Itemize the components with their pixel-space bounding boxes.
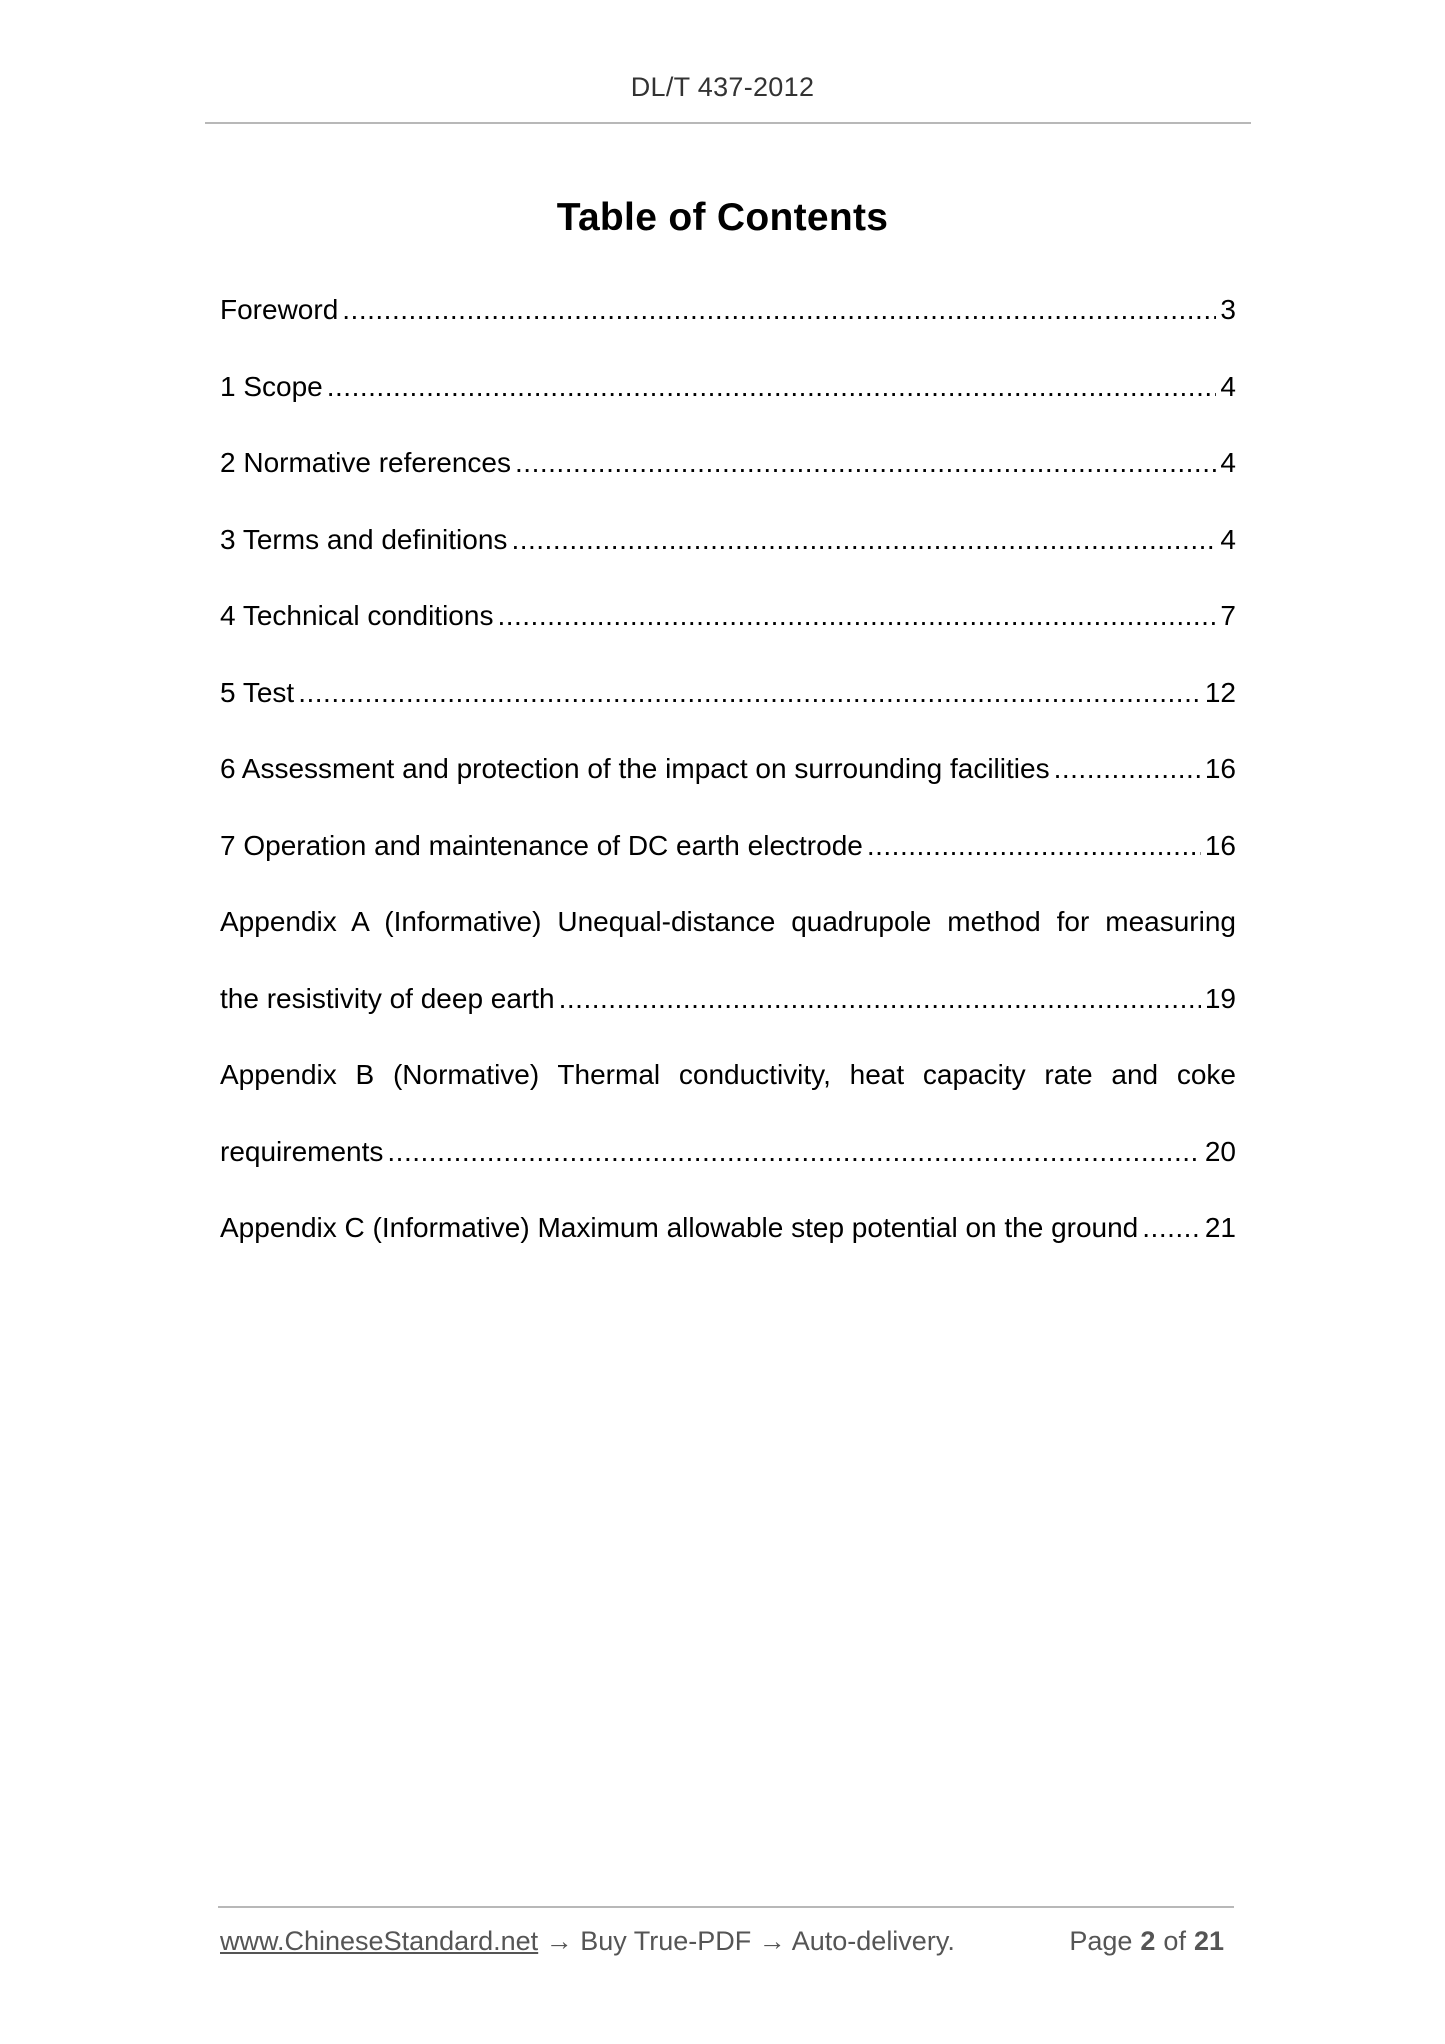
page-indicator xyxy=(1069,1926,1232,1957)
toc-entry-technical-conditions[interactable] xyxy=(220,594,1236,671)
dot-leader xyxy=(342,288,1216,332)
page-prefix: Page xyxy=(1069,1926,1133,1956)
toc-entry-page: 19 xyxy=(1204,982,1236,1014)
promo-text: → Buy True-PDF → Auto-delivery. xyxy=(538,1926,955,1956)
site-link[interactable]: www.ChineseStandard.net xyxy=(220,1926,539,1956)
toc-entry-label: 1 Scope xyxy=(220,370,323,402)
footer-promo xyxy=(220,1926,955,1957)
total-page-count: 21 xyxy=(1193,1926,1224,1956)
current-page-number: 2 xyxy=(1140,1926,1156,1956)
toc-entry-appendix-b-line1[interactable] xyxy=(220,1053,1236,1130)
toc-entry-scope[interactable] xyxy=(220,365,1236,442)
toc-entry-page: 4 xyxy=(1220,523,1236,555)
toc-entry-label: Appendix B (Normative) Thermal conductivity, heat capacity rate and coke xyxy=(220,1059,1236,1090)
toc-entry-appendix-c[interactable] xyxy=(220,1206,1236,1283)
toc-entry-page: 7 xyxy=(1220,600,1236,631)
toc-entry-foreword[interactable] xyxy=(220,288,1236,365)
dot-leader xyxy=(1142,1206,1201,1250)
dot-leader xyxy=(1054,747,1201,791)
running-header: DL/T 437-2012 xyxy=(630,72,815,102)
dot-leader xyxy=(497,594,1216,638)
toc-entry-test[interactable] xyxy=(220,671,1236,748)
toc-entry-label: 6 Assessment and protection of the impact on surrounding facilities xyxy=(220,753,1050,784)
toc-entry-label: Appendix A (Informative) Unequal-distance quadrupole method for measuring xyxy=(220,906,1236,937)
toc-entry-label: 2 Normative references xyxy=(220,447,512,478)
page-footer xyxy=(220,1926,1232,1957)
toc-entry-appendix-b[interactable] xyxy=(220,1130,1236,1207)
dot-leader xyxy=(511,518,1216,562)
toc-entry-label: 7 Operation and maintenance of DC earth electrode xyxy=(220,829,863,861)
toc-entry-label: requirements xyxy=(220,1135,384,1167)
dot-leader xyxy=(387,1130,1200,1174)
toc-entry-page: 4 xyxy=(1220,447,1236,478)
page-of: of xyxy=(1163,1926,1186,1956)
toc-entry-label: Foreword xyxy=(220,294,339,325)
toc-entry-assessment-protection[interactable] xyxy=(220,747,1236,824)
toc-entry-label: Appendix C (Informative) Maximum allowable step potential on the ground xyxy=(220,1212,1139,1243)
toc-entry-terms-definitions[interactable] xyxy=(220,518,1236,595)
table-of-contents xyxy=(220,288,1236,1283)
page-title: Table of Contents xyxy=(556,196,889,240)
toc-entry-page: 21 xyxy=(1204,1212,1236,1243)
dot-leader xyxy=(515,441,1216,485)
toc-entry-page: 3 xyxy=(1220,294,1236,325)
toc-entry-page: 16 xyxy=(1204,829,1236,861)
dot-leader xyxy=(559,977,1201,1021)
toc-entry-label: 3 Terms and definitions xyxy=(220,523,508,555)
dot-leader xyxy=(327,365,1217,409)
toc-entry-page: 4 xyxy=(1220,370,1236,402)
toc-entry-label: the resistivity of deep earth xyxy=(220,982,555,1014)
toc-entry-operation-maintenance[interactable] xyxy=(220,824,1236,901)
dot-leader xyxy=(298,671,1201,715)
toc-entry-label: 5 Test xyxy=(220,676,295,708)
dot-leader xyxy=(867,824,1201,868)
toc-entry-normative-references[interactable] xyxy=(220,441,1236,518)
toc-entry-page: 16 xyxy=(1204,753,1236,784)
toc-entry-appendix-a-line1[interactable] xyxy=(220,900,1236,977)
footer-divider xyxy=(218,1906,1234,1908)
toc-entry-appendix-a[interactable] xyxy=(220,977,1236,1054)
header-divider xyxy=(205,122,1251,124)
toc-entry-label: 4 Technical conditions xyxy=(220,600,494,631)
toc-entry-page: 12 xyxy=(1204,676,1236,708)
toc-entry-page: 20 xyxy=(1204,1135,1236,1167)
